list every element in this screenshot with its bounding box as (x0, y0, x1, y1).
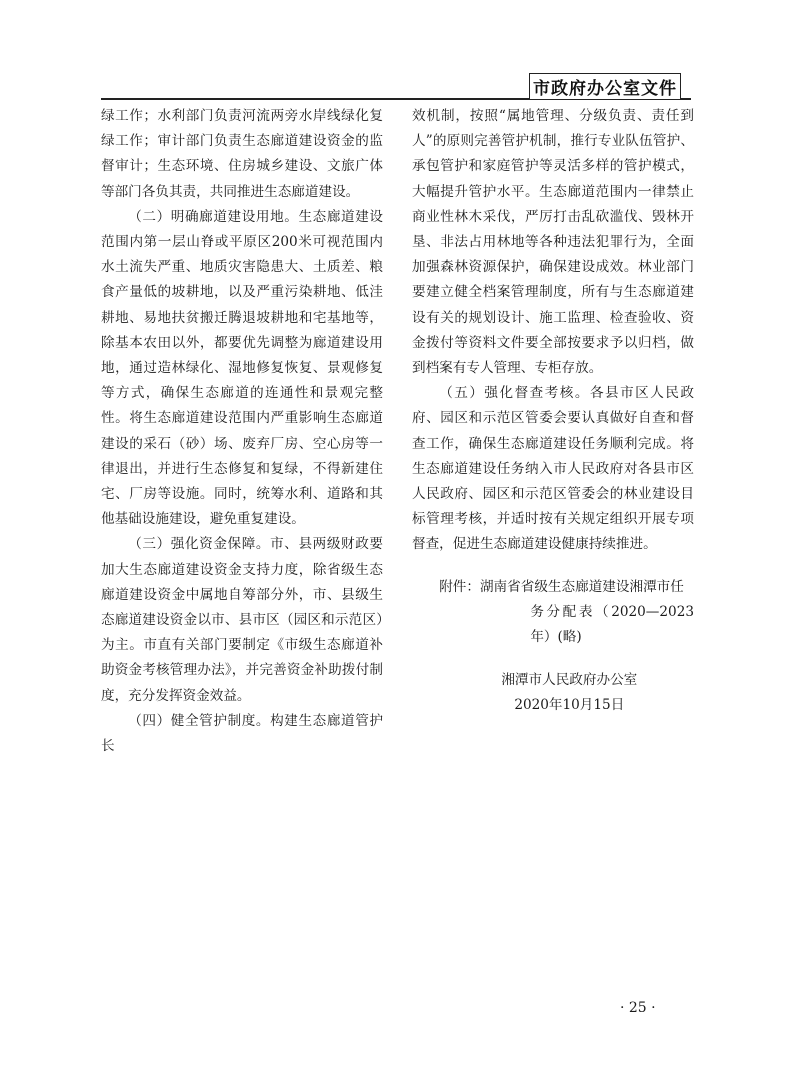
paragraph: （五）强化督查考核。各县市区人民政府、园区和示范区管委会要认真做好自查和督查工作，确保生态廊道建设任务顺利完成。将生态廊道建设任务纳入市人民政府对各县市区人民政府、园区和示范区管委会的林业建设目标管理考核，并适时按有关规定组织开展专项督查，促进生态廊道建设健康持续推进。 (412, 385, 694, 553)
signature-date: 2020年10月15日 (514, 696, 625, 713)
right-column (412, 104, 694, 718)
paragraph: （二）明确廊道建设用地。生态廊道建设范围内第一层山脊或平原区200米可视范围内水土流失严重、地质灾害隐患大、土质差、粮食产量低的坡耕地，以及严重污染耕地、低洼耕地、易地扶贫搬迁腾退坡耕地和宅基地等，除基本农田以外，都要优先调整为廊道建设用地，通过造林绿化、湿地修复恢复、景观修复等方式，确保生态廊道的连通性和景观完整性。将生态廊道建设范围内严重影响生态廊道建设的采石（砂）场、废弃厂房、空心房等一律退出，并进行生态修复和复绿，不得新建住宅、厂房等设施。同时，统筹水利、道路和其他基础设施建设，避免重复建设。 (101, 208, 383, 528)
signature-office: 湘潭市人民政府办公室 (501, 671, 638, 688)
paragraph: （四）健全管护制度。构建生态廊道管护长 (101, 712, 383, 755)
paragraph: 绿工作；水利部门负责河流两旁水岸线绿化复绿工作；审计部门负责生态廊道建设资金的监督审计；生态环境、住房城乡建设、文旅广体等部门各负其责，共同推进生态廊道建设。 (101, 108, 383, 200)
page-number: · 25 · (620, 1000, 656, 1016)
attachment-note (412, 575, 694, 650)
left-column (101, 104, 383, 759)
section-header-badge (529, 73, 681, 99)
attachment-label: 附件：湖南省省级生态廊道建设湘潭市任 (439, 578, 684, 595)
attachment-continuation: 务分配表（2020—2023 年）(略) (530, 603, 694, 645)
paragraph: 效机制，按照“属地管理、分级负责、责任到人”的原则完善管护机制，推行专业队伍管护、承包管护和家庭管护等灵活多样的管护模式，大幅提升管护水平。生态廊道范围内一律禁止商业性林木采伐，严厉打击乱砍滥伐、毁林开垦、非法占用林地等各种违法犯罪行为，全面加强森林资源保护，确保建设成效。林业部门要建立健全档案管理制度，所有与生态廊道建设有关的规划设计、施工监理、检查验收、资金拨付等资料文件要全部按要求予以归档，做到档案有专人管理、专柜存放。 (412, 108, 694, 377)
section-header-title: 市政府办公室文件 (533, 79, 677, 99)
paragraph: （三）强化资金保障。市、县两级财政要加大生态廊道建设资金支持力度，除省级生态廊道建设资金中属地自筹部分外，市、县级生态廊道建设资金以市、县市区（园区和示范区）为主。市直有关部门要制定《市级生态廊道补助资金考核管理办法》，并完善资金补助拨付制度，充分发挥资金效益。 (101, 536, 383, 704)
